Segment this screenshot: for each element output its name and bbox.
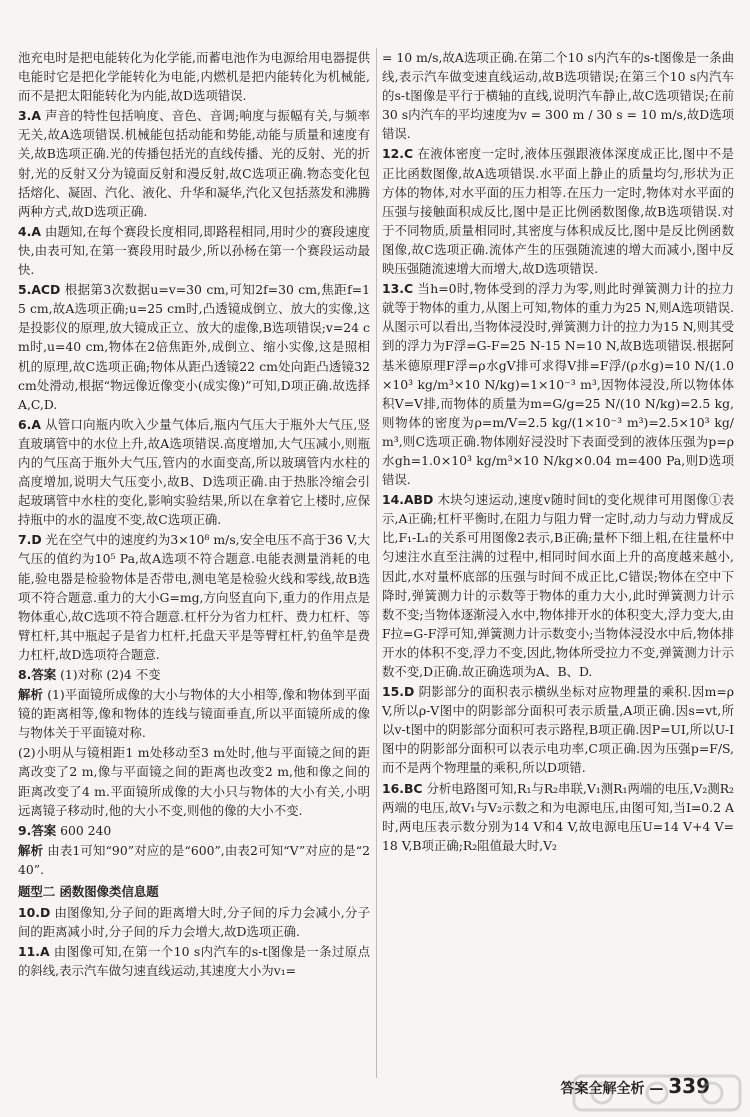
answer-paragraph: [18, 942, 370, 980]
answer-text: 阴影部分的面积表示横纵坐标对应物理量的乘积.因m=ρV,所以ρ-V图中的阴影部分面积可表示质量,A项正确.因s=vt,所以v-t图中的阴影部分面积可表示路程,B项正确.因P=UI,所以U-I图中的阴影部分面积可以表示电功率,C项正确.因为压强p=F/S,而不是两个物理量的乘积,所以D项错.: [382, 684, 734, 776]
answer-label: 11.A: [18, 944, 50, 960]
answer-text: (2)小明从与镜相距1 m处移动至3 m处时,他与平面镜之间的距离改变了2 m,像与平面镜之间的距离也改变2 m,他和像之间的距离改变了4 m.平面镜所成像的大小只与物体的大小有关,小明远离镜子移动时,他的大小不变,则他的像的大小不变.: [18, 745, 370, 818]
answer-paragraph: [18, 685, 370, 742]
answer-text: 光在空气中的速度约为3×10⁸ m/s,安全电压不高于36 V,大气压的值约为10⁵ Pa,故A选项不符合题意.电能表测量消耗的电能,验电器是检验物体是否带电,测电笔是检验火线和零线,故B选项不符合题意.重力的大小G=mg,方向竖直向下,重力的作用点是物体重心,故C选项不符合题意.杠杆分为省力杠杆、费力杠杆、等臂杠杆,其中瓶起子是省力杠杆,托盘天平是等臂杠杆,钓鱼竿是费力杠杆,故D选项符合题意.: [18, 532, 370, 662]
answer-label: 3.A: [18, 108, 41, 124]
answer-paragraph: [18, 903, 370, 941]
answer-label: 6.A: [18, 416, 41, 432]
answer-text: 池充电时是把电能转化为化学能,而蓄电池作为电源给用电器提供电能时它是把化学能转化为电能,内燃机是把内能转化为机械能,而不是把太阳能转化为内能,故D选项错误.: [18, 50, 370, 104]
answer-text: 声音的特性包括响度、音色、音调;响度与振幅有关,与频率无关,故A选项错误.机械能包括动能和势能,动能与质量和速度有关,故B选项正确.光的传播包括光的直线传播、光的反射、光的折射,光的反射又分为镜面反射和漫反射,故C选项正确.物态变化包括熔化、凝固、汽化、液化、升华和凝华,汽化又包括蒸发和沸腾两种方式,故D选项正确.: [18, 108, 370, 219]
answer-text: 从管口向瓶内吹入少量气体后,瓶内气压大于瓶外大气压,竖直玻璃管中的水位上升,故A选项错误.高度增加,大气压减小,则瓶内的气压高于瓶外大气压,管内的水面变高,所以玻璃管内水柱的高度增加,说明大气压变小,故B、D选项正确.由于热胀冷缩会引起玻璃管中水柱的变化,影响实验结果,所以在拿着它上楼时,应保持瓶中的水的温度不变,故C选项正确.: [18, 416, 370, 528]
answer-paragraph: [18, 106, 370, 221]
answer-label: 9.答案: [18, 822, 57, 838]
answer-label: 12.C: [382, 146, 414, 162]
answer-label: 解析: [18, 687, 44, 703]
answer-label: 7.D: [18, 532, 42, 548]
column-divider: [376, 48, 377, 1078]
answer-text: 分析电路图可知,R₁与R₂串联,V₁测R₁两端的电压,V₂测R₂两端的电压,故V₁与V₂示数之和为电源电压,由图可知,当I=0.2 A时,两电压表示数分别为14 V和4 V,故电源电压U=14 V+4 V=18 V,B项正确;R₂阻值最大时,V₂: [382, 780, 734, 853]
answer-label: 14.ABD: [382, 492, 434, 508]
answer-text: 600 240: [60, 822, 112, 838]
answer-paragraph: [18, 280, 370, 414]
section-heading: [18, 882, 370, 901]
answer-label: 15.D: [382, 684, 415, 700]
answer-label: 题型二: [18, 884, 56, 900]
answer-paragraph: [18, 841, 370, 879]
answer-label: 解析: [18, 842, 44, 858]
answer-label: 5.ACD: [18, 282, 61, 298]
answer-text: 由图像知,分子间的距离增大时,分子间的斥力会减小,分子间的距离减小时,分子间的斥力会增大,故D选项正确.: [18, 905, 370, 940]
page-footer: 答案全解全析 — 339: [560, 1074, 710, 1098]
answer-paragraph: [18, 222, 370, 279]
answer-text: (1)平面镜所成像的大小与物体的大小相等,像和物体到平面镜的距离相等,像和物体的连线与镜面垂直,所以平面镜所成的像与物体关于平面镜对称.: [18, 687, 371, 741]
answer-label: 4.A: [18, 223, 41, 239]
watermark-stamp: [572, 1074, 742, 1112]
answer-text: = 10 m/s,故A选项正确.在第二个10 s内汽车的s-t图像是一条曲线,表示汽车做变速直线运动,故B选项错误;在第三个10 s内汽车的s-t图像是平行于横轴的直线,说明汽车静止,故C选项错误;在前30 s内汽车的平均速度为v = 300 m / 30 s = 10 m/s,故D选项错误.: [382, 50, 734, 142]
answer-label: 8.答案: [18, 667, 57, 682]
answer-text: 由题知,在每个赛段长度相同,即路程相同,用时少的赛段速度快,由表可知,在第一赛段用时最少,所以孙杨在第一个赛段运动最快.: [18, 223, 370, 278]
answer-paragraph: [382, 682, 734, 777]
answer-label: 13.C: [382, 281, 414, 297]
answer-text: 由表1可知“90”对应的是“600”,由表2可知“V”对应的是“240”.: [18, 842, 370, 877]
answer-paragraph: [382, 144, 734, 278]
answer-text: (1)对称 (2)4 不变: [60, 667, 161, 682]
answer-paragraph: [382, 779, 734, 855]
answer-text: 函数图像类信息题: [59, 884, 159, 900]
answer-paragraph: [18, 415, 370, 530]
answer-text: 在液体密度一定时,液体压强跟液体深度成正比,图中不是正比函数图像,故A选项错误.水平面上静止的质量均匀,形状为正方体的物体,对水平面的压力相等.在压力一定时,物体对水平面的压强与接触面积成反比,图中是正比例函数图像,故B选项错误.对于不同物质,质量相同时,其密度与体积成反比,图中是反比例函数图像,故C选项正确.流体产生的压强随流速的增大而减小,图中反映压强随流速增大而增大,故D选项错误.: [382, 146, 734, 277]
answer-text: 由图像可知,在第一个10 s内汽车的s-t图像是一条过原点的斜线,表示汽车做匀速直线运动,其速度大小为v₁=: [18, 944, 370, 979]
answer-text: 木块匀速运动,速度v随时间t的变化规律可用图像①表示,A正确;杠杆平衡时,在阻力与阻力臂一定时,动力与动力臂成反比,F₁-L₁的关系可用图像2表示,B正确;量杯下细上粗,在往量杯中匀速注水直至注满的过程中,相同时间水面上升的高度越来越小,因此,水对量杯底部的压强与时间不成正比,C错误;物体在空中下降时,弹簧测力计的示数等于物体的重力大小,此时弹簧测力计示数不变;当物体逐渐浸入水中,物体排开水的体积变大,浮力变大,由F拉=G-F浮可知,弹簧测力计示数变小;当物体浸没水中后,物体排开水的体积不变,浮力不变,因此,物体所受拉力不变,弹簧测力计示数不变,D正确.故正确选项为A、B、D.: [382, 492, 734, 679]
answer-paragraph: [18, 743, 370, 819]
answer-paragraph: [18, 48, 370, 105]
answer-text: 根据第3次数据u=v=30 cm,可知2f=30 cm,焦距f=15 cm,故A选项正确;u=25 cm时,凸透镜成倒立、放大的实像,这是投影仪的原理,放大镜成正立、放大的虚像,B选项错误;v=24 cm时,u=40 cm,物体在2倍焦距外,成倒立、缩小实像,这是照相机的原理,故C选项正确;物体从距凸透镜22 cm处向距凸透镜32 cm处滑动,根据“物远像近像变小(成实像)”可知,D项正确.故选择A,C,D.: [18, 282, 370, 412]
answer-paragraph: [18, 821, 370, 840]
answer-label: 10.D: [18, 905, 51, 921]
answer-text: 当h=0时,物体受到的浮力为零,则此时弹簧测力计的拉力就等于物体的重力,从图上可知,物体的重力为25 N,则A选项错误.从图示可以看出,当物体浸没时,弹簧测力计的拉力为15 N,则其受到的浮力为F浮=G-F=25 N-15 N=10 N,故B选项错误.根据阿基米德原理F浮=ρ水gV排可求得V排=F浮/(ρ水g)=10 N/(1.0×10³ kg/m³×10 N/kg)=1×10⁻³ m³,因物体浸没,所以物体体积V=V排,而物体的质量为m=G/g=25 N/(10 N/kg)=2.5 kg,则物体的密度为ρ=m/V=2.5 kg/(1×10⁻³ m³)=2.5×10³ kg/m³,则C选项正确.物体刚好浸没时下表面受到的液体压强为p=ρ水gh=1.0×10³ kg/m³×10 N/kg×0.04 m=400 Pa,则D选项错误.: [382, 281, 734, 488]
answer-paragraph: [382, 279, 734, 489]
answer-paragraph: [382, 490, 734, 681]
answer-label: 16.BC: [382, 780, 423, 796]
right-column: [382, 48, 734, 856]
answer-paragraph: [18, 665, 370, 684]
page-number: 339: [668, 1074, 710, 1098]
footer-label: 答案全解全析: [560, 1081, 645, 1097]
answer-paragraph: [382, 48, 734, 143]
left-column: [18, 48, 370, 982]
answer-paragraph: [18, 530, 370, 664]
